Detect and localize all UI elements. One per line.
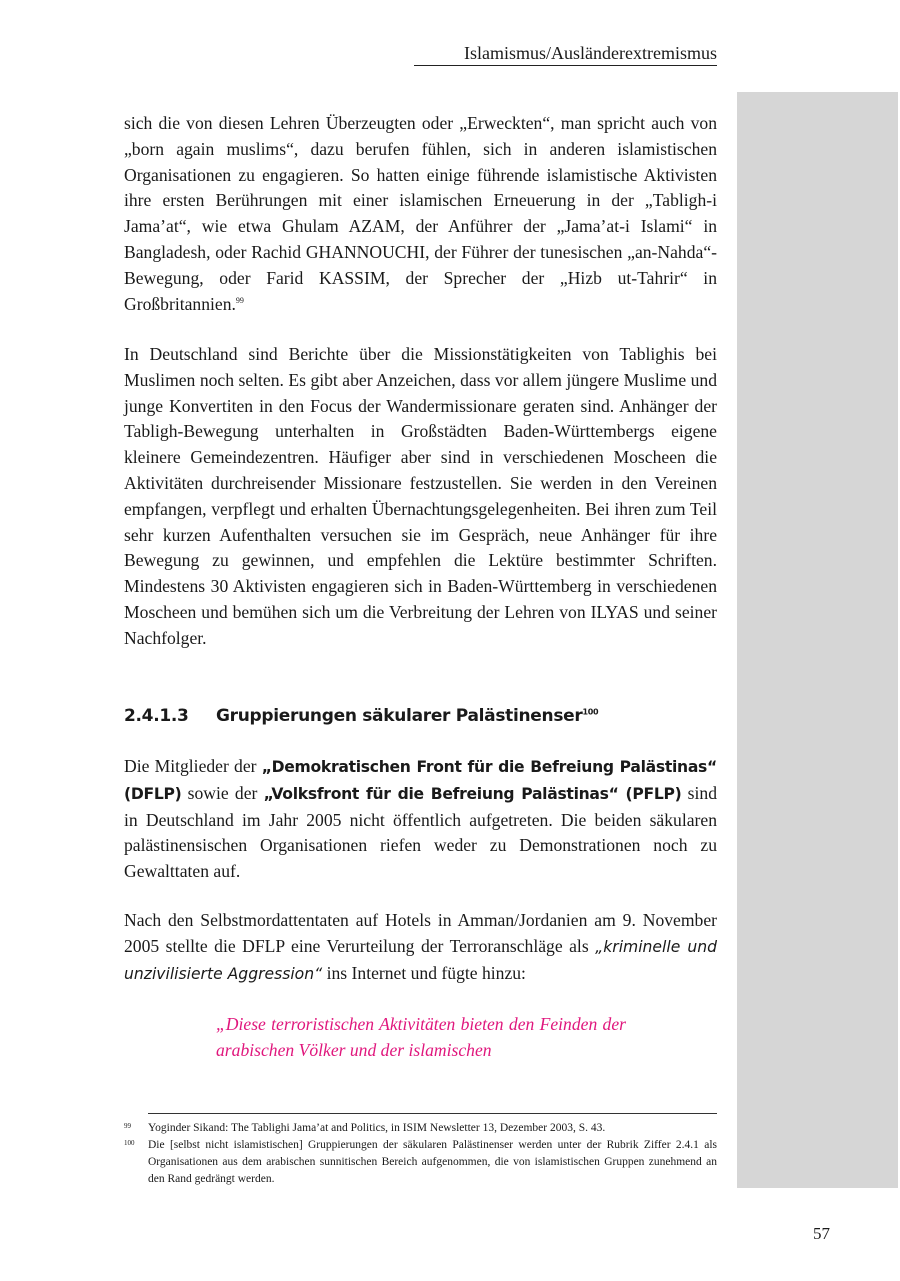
footnote-text: Yoginder Sikand: The Tablighi Jama’at and Politics, in ISIM Newsletter 13, Dezember 2003, S. 43. bbox=[148, 1122, 606, 1134]
section-number: 2.4.1.3 bbox=[124, 706, 189, 726]
footnote-ref-100: 100 bbox=[582, 707, 599, 717]
page-number: 57 bbox=[813, 1224, 830, 1243]
paragraph-3 bbox=[124, 754, 717, 885]
org-name-pflp: „Volksfront für die Befreiung Palästinas“ (PFLP) bbox=[263, 784, 682, 803]
paragraph-4-text-a: Nach den Selbstmordattentaten auf Hotels in Amman/Jordanien am 9. November 2005 stellte die DFLP eine Verurteilung der Terroranschläge als bbox=[124, 910, 717, 956]
running-header: Islamismus/Ausländerextremismus bbox=[414, 42, 717, 66]
margin-sidebar bbox=[737, 92, 898, 1188]
paragraph-1-text: sich die von diesen Lehren Überzeugten oder „Erweckten“, man spricht auch von „born again muslims“, dazu berufen fühlen, sich in anderen islamistischen Organisationen zu engagieren. So hatten einige führende islamistische Aktivisten ihre ersten Berührungen mit einer islamischen Erneuerung in der „Tabligh-i Jama’at“, wie etwa Ghulam AZAM, der Anführer der „Jama’at-i Islami“ in Bangladesh, oder Rachid GHANNOUCHI, der Führer der tunesischen „an-Nahda“-Bewegung, oder Farid KASSIM, der Sprecher der „Hizb ut-Tahrir“ in Großbritannien. bbox=[124, 113, 717, 314]
footnote-100 bbox=[124, 1137, 717, 1188]
footnote-divider bbox=[148, 1113, 717, 1114]
paragraph-3-text-c: sowie der bbox=[181, 782, 264, 803]
footnote-number: 100 bbox=[124, 1139, 135, 1147]
paragraph-3-text-e: sind in Deutschland im Jahr 2005 nicht öffentlich aufgetreten. Die beiden säkularen palästinensischen Organisationen riefen weder zu Demonstrationen noch zu Gewalttaten auf. bbox=[124, 782, 717, 882]
block-quote: „Diese terroristischen Aktivitäten bieten den Feinden der arabischen Völker und der islamischen bbox=[216, 1014, 626, 1060]
inline-quote: „kriminelle und unzivilisierte Aggression“ bbox=[124, 937, 717, 983]
paragraph-2: In Deutschland sind Berichte über die Missionstätigkeiten von Tablighis bei Muslimen noch selten. Es gibt aber Anzeichen, dass vor allem jüngere Muslime und junge Konvertiten in den Focus der Wandermissionare geraten sind. Anhänger der Tabligh-Bewegung unterhalten in Großstädten Baden-Württembergs eigene kleinere Gemeindezentren. Häufiger aber sind in verschiedenen Moscheen die Aktivitäten durchreisender Missionare festzustellen. Sie werden in den Vereinen empfangen, verpflegt und erhalten Übernachtungsgelegenheiten. Bei ihren zum Teil sehr kurzen Aufenthalten versuchen sie im Gespräch, neue Anhänger für ihre Bewegung zu gewinnen, und empfehlen die Lektüre bestimmter Schriften. Mindestens 30 Aktivisten engagieren sich in Baden-Württemberg in verschiedenen Moscheen und bemühen sich um die Verbreitung der Lehren von ILYAS und seiner Nachfolger. bbox=[124, 344, 717, 648]
paragraph-3-text-a: Die Mitglieder der bbox=[124, 756, 262, 776]
footnote-99 bbox=[124, 1120, 717, 1137]
org-name-dflp: „Demokratischen Front für die Befreiung Palästinas“ (DFLP) bbox=[124, 758, 717, 803]
footnote-ref-99: 99 bbox=[235, 295, 244, 305]
section-heading bbox=[124, 703, 717, 729]
footnote-number: 99 bbox=[124, 1122, 131, 1130]
paragraph-4 bbox=[124, 908, 717, 987]
section-title: Gruppierungen säkularer Palästinenser bbox=[216, 706, 583, 726]
paragraph-1 bbox=[124, 111, 717, 317]
paragraph-4-text-c: ins Internet und fügte hinzu: bbox=[322, 962, 526, 983]
footnote-text: Die [selbst nicht islamistischen] Gruppierungen der säkularen Palästinenser werden unter der Rubrik Ziffer 2.4.1 als Organisationen aus dem arabischen sunnitischen Bereich aufgenommen, die von islamistischen Gruppen zunehmend an den Rand gedrängt werden. bbox=[148, 1139, 717, 1185]
